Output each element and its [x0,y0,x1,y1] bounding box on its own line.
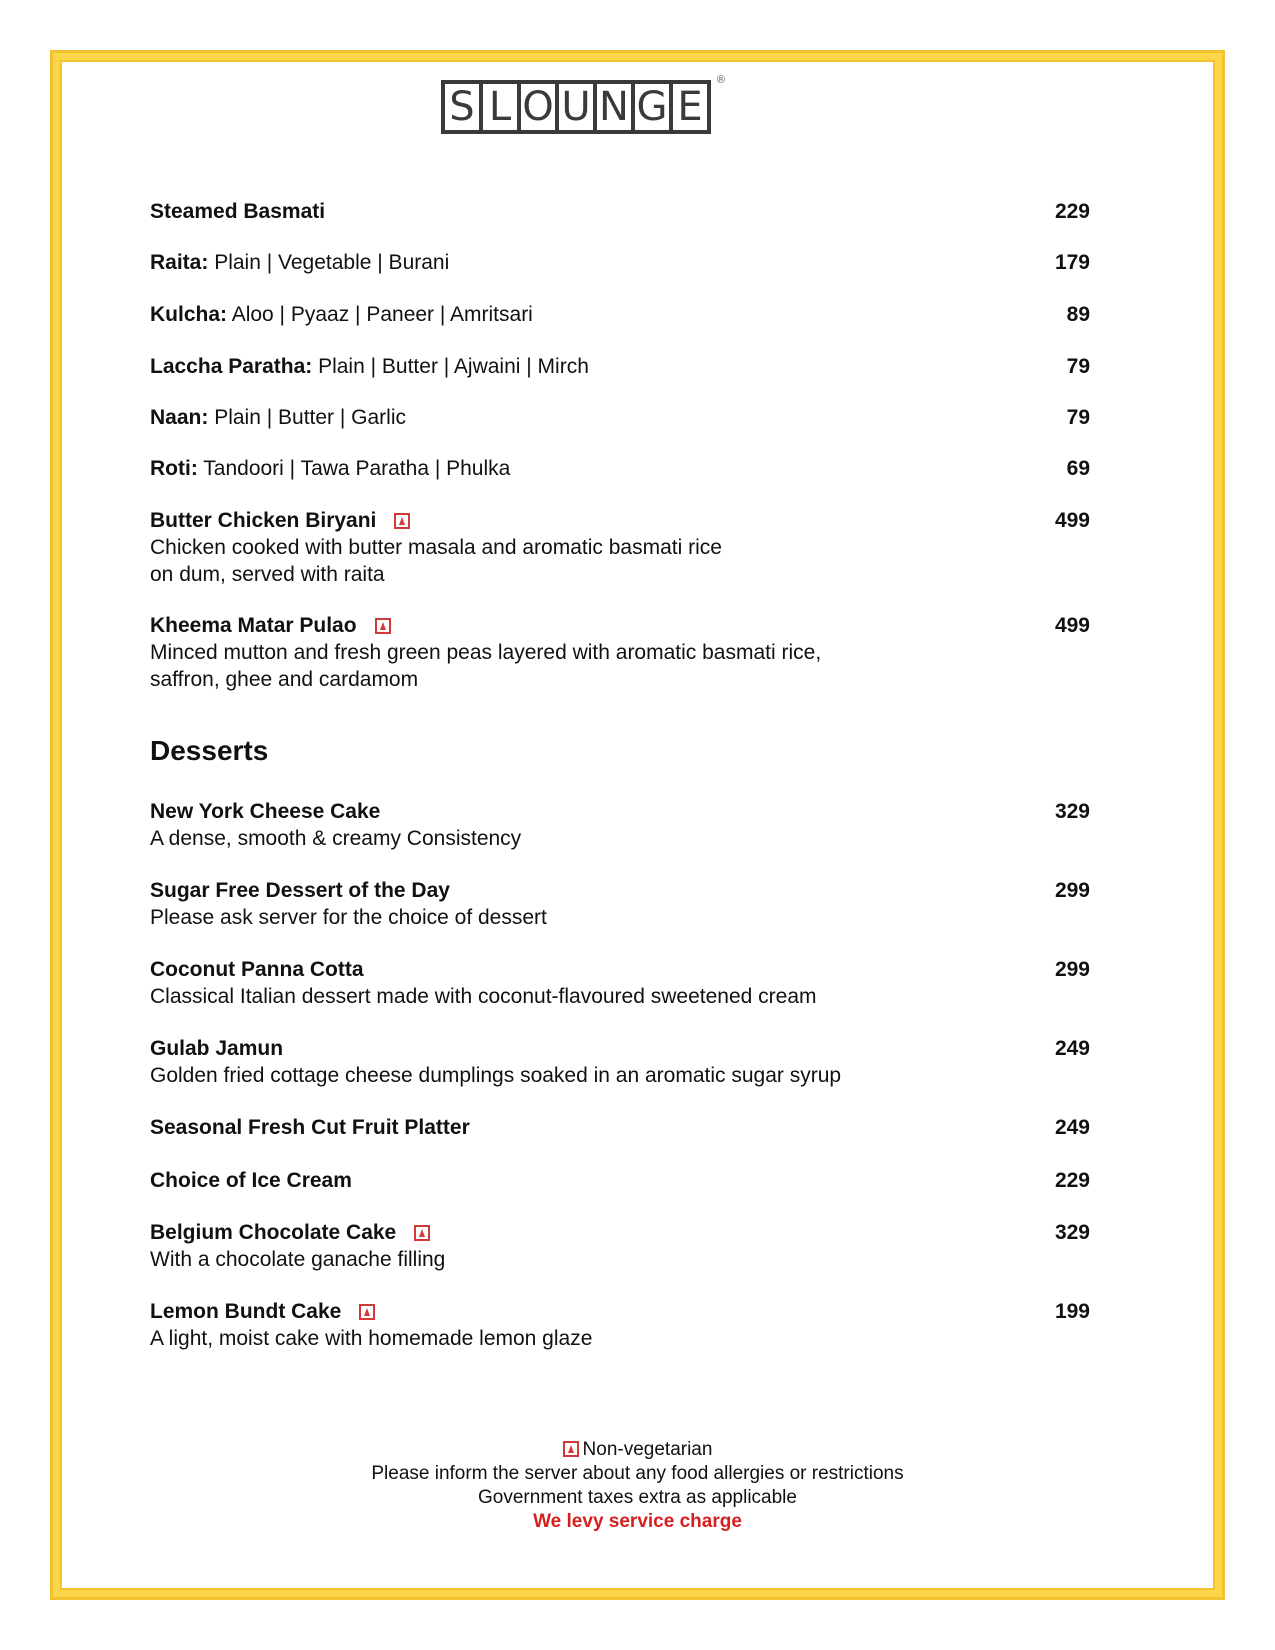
item-name: Coconut Panna Cotta [150,958,364,981]
section-heading-desserts: Desserts [150,735,269,766]
menu-item [150,250,1090,276]
non-veg-icon [563,1441,579,1457]
non-veg-legend [0,1438,1275,1462]
item-options: Plain | Butter | Garlic [208,406,407,429]
non-veg-icon [375,618,391,634]
service-charge-note: We levy service charge [533,1511,742,1532]
logo-letter: O [517,80,559,134]
item-price: 199 [1054,1300,1090,1323]
item-description: saffron, ghee and cardamom [150,668,419,691]
dessert-item [150,878,1090,931]
item-name: Laccha Paratha: [150,355,313,378]
item-price: 329 [1054,800,1090,823]
item-description: A light, moist cake with homemade lemon glaze [150,1327,593,1350]
item-name: Kulcha: [150,303,228,326]
item-name: Lemon Bundt Cake [150,1300,342,1323]
menu-item [150,302,1090,328]
menu-item [150,199,1090,225]
item-price: 79 [1066,406,1090,429]
item-name: Sugar Free Dessert of the Day [150,879,450,902]
logo-letter: L [479,80,521,134]
item-price: 229 [1054,1169,1090,1192]
item-name: Gulab Jamun [150,1037,284,1060]
menu-item [150,354,1090,380]
dessert-item [150,1168,1090,1194]
slounge-logo [441,74,725,134]
item-price: 249 [1054,1037,1090,1060]
menu-item [150,508,1090,588]
legend-label: Non-vegetarian [582,1439,713,1460]
dessert-item [150,1036,1090,1089]
item-price: 79 [1066,355,1090,378]
item-name: Naan: [150,406,209,429]
taxes-note: Government taxes extra as applicable [478,1487,797,1508]
allergy-note: Please inform the server about any food allergies or restrictions [371,1463,904,1484]
item-price: 249 [1054,1116,1090,1139]
item-price: 89 [1066,303,1090,326]
item-name: New York Cheese Cake [150,800,381,823]
item-price: 299 [1054,879,1090,902]
item-price: 179 [1054,251,1090,274]
item-options: Aloo | Pyaaz | Paneer | Amritsari [227,303,533,326]
non-veg-icon [359,1304,375,1320]
logo-letter: G [631,80,673,134]
item-description: With a chocolate ganache filling [150,1248,446,1271]
item-description: Minced mutton and fresh green peas layered with aromatic basmati rice, [150,641,822,664]
dessert-item [150,1299,1090,1352]
logo-letter: E [669,80,711,134]
item-name: Kheema Matar Pulao [150,614,357,637]
item-price: 329 [1054,1221,1090,1244]
dessert-item [150,1220,1090,1273]
non-veg-icon [394,513,410,529]
non-veg-icon [414,1225,430,1241]
menu-item [150,613,1090,693]
item-description: Golden fried cottage cheese dumplings soaked in an aromatic sugar syrup [150,1064,842,1087]
menu-item [150,456,1090,482]
item-description: A dense, smooth & creamy Consistency [150,827,522,850]
item-description: Please ask server for the choice of dessert [150,906,547,929]
item-name: Steamed Basmati [150,200,326,223]
registered-mark: ® [716,74,725,86]
menu-footer [0,1438,1275,1534]
item-options: Tandoori | Tawa Paratha | Phulka [197,457,511,480]
item-name: Seasonal Fresh Cut Fruit Platter [150,1116,470,1139]
item-price: 229 [1054,200,1090,223]
dessert-item [150,799,1090,852]
logo-letter: N [593,80,635,134]
item-name: Raita: [150,251,209,274]
item-price: 299 [1054,958,1090,981]
item-options: Plain | Vegetable | Burani [208,251,450,274]
dessert-item [150,957,1090,1010]
item-description: Chicken cooked with butter masala and aromatic basmati rice [150,536,722,559]
logo-letter: U [555,80,597,134]
dessert-item [150,1115,1090,1141]
item-name: Belgium Chocolate Cake [150,1221,397,1244]
item-price: 499 [1054,509,1090,532]
item-name: Butter Chicken Biryani [150,509,377,532]
item-description: Classical Italian dessert made with coconut-flavoured sweetened cream [150,985,817,1008]
item-price: 499 [1054,614,1090,637]
menu-item [150,405,1090,431]
item-description: on dum, served with raita [150,563,385,586]
logo-letter: S [441,80,483,134]
item-name: Choice of Ice Cream [150,1169,352,1192]
item-options: Plain | Butter | Ajwaini | Mirch [312,355,589,378]
item-name: Roti: [150,457,198,480]
item-price: 69 [1066,457,1090,480]
